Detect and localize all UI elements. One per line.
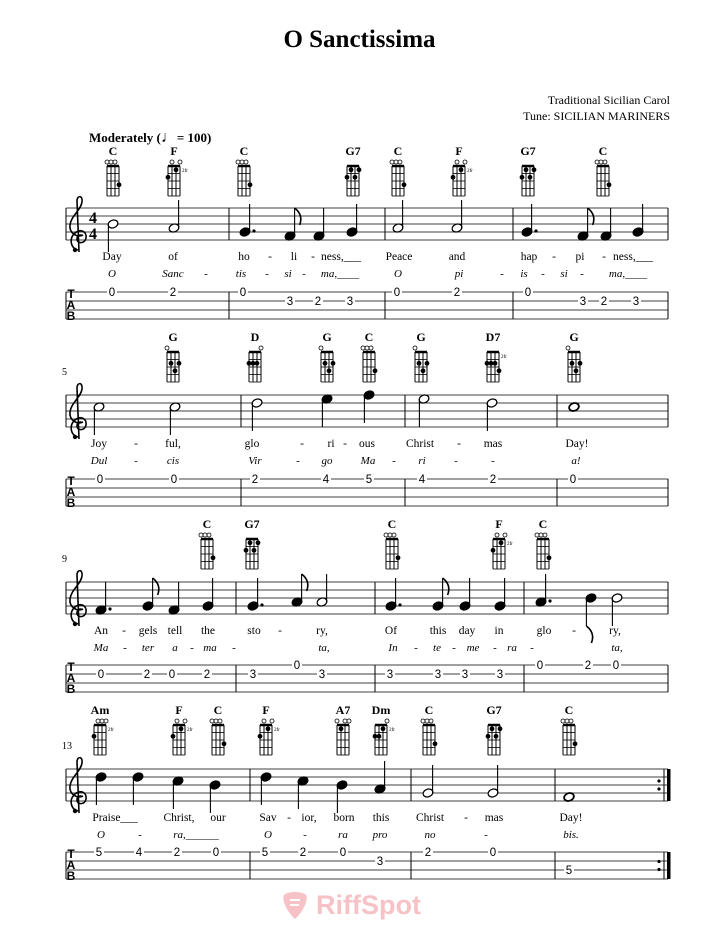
tab-fret-number: 2 bbox=[453, 287, 461, 299]
chord-diagram-c bbox=[236, 160, 252, 196]
chord-diagram-g bbox=[319, 346, 335, 382]
song-title: O Sanctissima bbox=[283, 26, 436, 53]
quarter-note bbox=[247, 578, 264, 611]
chord-diagram-g bbox=[413, 346, 429, 382]
tab-clef-letter: A bbox=[66, 671, 76, 685]
lyric-verse-2: si bbox=[284, 268, 292, 280]
chord-diagram-d7 bbox=[485, 352, 508, 382]
lyric-verse-2: O bbox=[264, 829, 272, 841]
chord-name: C bbox=[202, 517, 212, 531]
tab-clef-letter: B bbox=[66, 682, 76, 696]
quarter-note bbox=[494, 578, 506, 611]
quarter-note bbox=[132, 772, 144, 805]
tab-fret-number: 3 bbox=[632, 296, 640, 308]
tab-clef-letter: A bbox=[66, 298, 76, 312]
lyric-verse-2: ri bbox=[418, 455, 426, 467]
half-note bbox=[487, 765, 499, 798]
lyric-verse-1: - bbox=[278, 625, 282, 637]
tab-fret-number: 5 bbox=[261, 847, 269, 859]
tab-clef-letter: B bbox=[66, 309, 76, 323]
lyric-verse-2: - bbox=[296, 455, 300, 467]
tab-fret-number: 2 bbox=[299, 847, 307, 859]
lyric-verse-1: mas bbox=[484, 812, 504, 824]
lyric-verse-1: Christ, bbox=[163, 812, 195, 824]
chord-name: F bbox=[175, 703, 183, 717]
chord-diagram-c bbox=[535, 533, 551, 569]
chord-diagram-g bbox=[165, 346, 181, 382]
lyric-verse-1: Day bbox=[102, 251, 122, 263]
quarter-note bbox=[239, 204, 256, 237]
tab-fret-number: 2 bbox=[251, 474, 259, 486]
chord-name: D bbox=[250, 330, 260, 344]
quarter-note bbox=[346, 204, 358, 237]
lyric-verse-2: ma bbox=[203, 642, 217, 654]
lyric-verse-1: - bbox=[552, 251, 556, 263]
fret-marker: 2fr bbox=[187, 728, 193, 733]
lyric-verse-1: this bbox=[372, 812, 390, 824]
chord-name: G7 bbox=[520, 144, 536, 158]
lyric-verse-1: and bbox=[448, 251, 466, 263]
lyric-verse-1: - bbox=[311, 251, 315, 263]
lyric-verse-2: - bbox=[302, 268, 306, 280]
tab-fret-number: 2 bbox=[584, 660, 592, 672]
chord-diagram-c bbox=[421, 719, 437, 755]
chord-name: Am bbox=[90, 703, 110, 717]
chord-name: F bbox=[262, 703, 270, 717]
tab-fret-number: 3 bbox=[346, 296, 354, 308]
lyric-verse-2: a! bbox=[571, 455, 581, 467]
quarter-note bbox=[313, 208, 325, 241]
tab-fret-number: 3 bbox=[496, 669, 504, 681]
lyric-verse-1: ri bbox=[327, 438, 335, 450]
lyric-verse-2: - bbox=[580, 268, 584, 280]
lyric-verse-2: - bbox=[392, 455, 396, 467]
repeat-dot bbox=[657, 860, 660, 863]
lyric-verse-2: Ma bbox=[93, 642, 109, 654]
final-barline bbox=[667, 769, 671, 801]
lyric-verse-1: - bbox=[457, 438, 461, 450]
half-note bbox=[418, 394, 430, 427]
tab-fret-number: 3 bbox=[249, 669, 257, 681]
lyric-verse-2: Vir bbox=[248, 455, 262, 467]
tab-fret-number: 0 bbox=[96, 474, 104, 486]
eighth-note bbox=[284, 208, 301, 241]
tab-fret-number: 5 bbox=[365, 474, 373, 486]
time-signature-top: 4 bbox=[89, 210, 97, 227]
tab-clef-letter: T bbox=[67, 287, 75, 301]
lyric-verse-2: Sanc bbox=[162, 268, 184, 280]
treble-clef-icon bbox=[70, 197, 86, 253]
quarter-note bbox=[336, 780, 348, 813]
chord-diagram-c bbox=[210, 719, 226, 755]
chord-diagram-f bbox=[258, 719, 281, 755]
lyric-verse-2: is bbox=[520, 268, 528, 280]
lyric-verse-2: - bbox=[452, 642, 456, 654]
lyric-verse-1: - bbox=[572, 625, 576, 637]
chord-name: C bbox=[364, 330, 374, 344]
half-note bbox=[451, 200, 463, 233]
quarter-note bbox=[459, 578, 471, 611]
quarter-note bbox=[600, 208, 612, 241]
quarter-note bbox=[168, 582, 180, 615]
half-note bbox=[169, 402, 181, 435]
tab-clef-letter: B bbox=[66, 496, 76, 510]
tab-fret-number: 0 bbox=[489, 847, 497, 859]
measure-number: 13 bbox=[62, 741, 72, 752]
chord-name: F bbox=[170, 144, 178, 158]
composer-credit: Traditional Sicilian Carol bbox=[547, 93, 670, 107]
chord-name: D7 bbox=[485, 330, 501, 344]
tab-fret-number: 0 bbox=[339, 847, 347, 859]
chord-diagram-c bbox=[199, 533, 215, 569]
tab-fret-number: 3 bbox=[386, 669, 394, 681]
tab-fret-number: 5 bbox=[95, 847, 103, 859]
chord-diagram-g7 bbox=[345, 166, 362, 196]
lyric-verse-1: ior, bbox=[301, 812, 317, 824]
quarter-note bbox=[374, 761, 386, 794]
fret-marker: 2fr bbox=[182, 169, 188, 174]
measure-number: 9 bbox=[62, 554, 67, 565]
chord-diagram-c bbox=[595, 160, 611, 196]
chord-name: F bbox=[455, 144, 463, 158]
half-note bbox=[93, 402, 105, 435]
chord-diagram-f bbox=[171, 719, 194, 755]
lyric-verse-2: - bbox=[414, 642, 418, 654]
brand-name: RiffSpot bbox=[316, 889, 421, 920]
chord-name: A7 bbox=[335, 703, 351, 717]
tab-fret-number: 2 bbox=[143, 669, 151, 681]
lyric-verse-2: ma,____ bbox=[320, 268, 360, 280]
lyric-verse-1: ho bbox=[238, 251, 250, 263]
lyric-verse-1: ous bbox=[359, 438, 375, 450]
tab-fret-number: 2 bbox=[489, 474, 497, 486]
tab-fret-number: 0 bbox=[168, 669, 176, 681]
chord-name: C bbox=[239, 144, 249, 158]
chord-diagram-a7 bbox=[335, 719, 351, 755]
half-note bbox=[316, 574, 328, 607]
lyric-verse-2: - bbox=[530, 642, 534, 654]
chord-name: G bbox=[569, 330, 579, 344]
repeat-dot bbox=[657, 868, 660, 871]
fret-marker: 2fr bbox=[467, 169, 473, 174]
lyric-verse-2: me bbox=[466, 642, 480, 654]
chord-diagram-dm bbox=[373, 719, 396, 755]
tab-fret-number: 2 bbox=[314, 296, 322, 308]
chord-diagram-c bbox=[561, 719, 577, 755]
treble-clef-icon bbox=[70, 384, 86, 440]
tab-clef-letter: B bbox=[66, 869, 76, 883]
tab-fret-number: 4 bbox=[418, 474, 426, 486]
lyric-verse-1: tell bbox=[167, 625, 183, 637]
lyric-verse-1: - bbox=[343, 438, 347, 450]
fret-marker: 2fr bbox=[274, 728, 280, 733]
quarter-note bbox=[321, 394, 333, 427]
lyric-verse-1: hap bbox=[520, 251, 538, 263]
tab-fret-number: 0 bbox=[612, 660, 620, 672]
lyric-verse-1: - bbox=[287, 812, 291, 824]
half-note bbox=[486, 398, 498, 431]
quarter-note bbox=[172, 776, 184, 809]
chord-name: G bbox=[322, 330, 332, 344]
tab-fret-number: 0 bbox=[170, 474, 178, 486]
tab-clef-letter: A bbox=[66, 858, 76, 872]
tab-clef-letter: A bbox=[66, 485, 76, 499]
chord-name: G bbox=[416, 330, 426, 344]
lyric-verse-2: Dul bbox=[90, 455, 108, 467]
chord-name: C bbox=[424, 703, 434, 717]
lyric-verse-1: ness,___ bbox=[613, 251, 653, 263]
lyric-verse-1: glo bbox=[536, 625, 552, 637]
lyric-verse-2: - bbox=[232, 642, 236, 654]
tab-fret-number: 0 bbox=[293, 660, 301, 672]
chord-name: C bbox=[387, 517, 397, 531]
tab-fret-number: 2 bbox=[600, 296, 608, 308]
time-signature-bottom: 4 bbox=[89, 226, 97, 243]
tab-clef-letter: T bbox=[67, 660, 75, 674]
tab-fret-number: 3 bbox=[376, 856, 384, 868]
tab-clef-letter: T bbox=[67, 474, 75, 488]
lyric-verse-2: si bbox=[560, 268, 568, 280]
lyric-verse-1: sto bbox=[247, 625, 261, 637]
tab-fret-number: 0 bbox=[536, 660, 544, 672]
quarter-note bbox=[209, 780, 221, 813]
repeat-dot bbox=[657, 779, 660, 782]
lyric-verse-2: - bbox=[138, 829, 142, 841]
lyric-verse-2: O bbox=[394, 268, 402, 280]
lyric-verse-1: - bbox=[268, 251, 272, 263]
lyric-verse-2: - bbox=[134, 455, 138, 467]
half-note bbox=[107, 219, 119, 252]
lyric-verse-1: the bbox=[200, 625, 216, 637]
lyric-verse-1: gels bbox=[138, 625, 158, 637]
lyric-verse-2: pro bbox=[372, 829, 388, 841]
quarter-note bbox=[535, 574, 552, 607]
lyric-verse-2: ma,____ bbox=[608, 268, 648, 280]
lyric-verse-1: - bbox=[602, 251, 606, 263]
treble-clef-icon bbox=[70, 571, 86, 627]
tempo-value: = 100 bbox=[176, 130, 208, 145]
chord-name: C bbox=[393, 144, 403, 158]
half-note bbox=[392, 200, 404, 233]
lyric-verse-2: - bbox=[303, 829, 307, 841]
lyric-verse-1: li bbox=[290, 251, 298, 263]
quarter-note bbox=[297, 776, 309, 809]
lyric-verse-2: - bbox=[491, 455, 495, 467]
half-note bbox=[168, 200, 180, 233]
lyric-verse-1: Sav bbox=[259, 812, 277, 824]
tab-fret-number: 3 bbox=[318, 669, 326, 681]
lyric-verse-1: day bbox=[458, 625, 476, 637]
lyric-verse-1: - bbox=[300, 438, 304, 450]
chord-name: G bbox=[168, 330, 178, 344]
final-barline bbox=[667, 852, 671, 879]
lyric-verse-2: bis. bbox=[563, 829, 579, 841]
quarter-note bbox=[260, 772, 272, 805]
quarter-note bbox=[385, 578, 402, 611]
lyric-verse-2: Ma bbox=[360, 455, 376, 467]
lyric-verse-1: - bbox=[122, 625, 126, 637]
half-note bbox=[611, 593, 623, 626]
tab-fret-number: 0 bbox=[212, 847, 220, 859]
lyric-verse-2: ra bbox=[507, 642, 517, 654]
tab-fret-number: 4 bbox=[135, 847, 143, 859]
tab-fret-number: 0 bbox=[108, 287, 116, 299]
quarter-note bbox=[202, 578, 214, 611]
lyric-verse-2: - bbox=[454, 455, 458, 467]
tab-clef-letter: T bbox=[67, 847, 75, 861]
lyric-verse-1: ry, bbox=[316, 625, 328, 637]
lyric-verse-2: go bbox=[321, 455, 333, 467]
lyric-verse-2: O bbox=[108, 268, 116, 280]
tune-credit: Tune: SICILIAN MARINERS bbox=[523, 109, 670, 123]
chord-name: C bbox=[564, 703, 574, 717]
lyric-verse-2: ta, bbox=[318, 642, 330, 654]
lyric-verse-2: tis bbox=[235, 268, 247, 280]
quarter-note bbox=[363, 390, 375, 423]
lyric-verse-2: In bbox=[388, 642, 398, 654]
lyric-verse-1: Peace bbox=[385, 251, 413, 263]
lyric-verse-1: pi bbox=[575, 251, 585, 263]
chord-diagram-g7 bbox=[520, 166, 537, 196]
lyric-verse-1: born bbox=[333, 812, 355, 824]
lyric-verse-1: - bbox=[134, 438, 138, 450]
fret-marker: 2fr bbox=[507, 542, 513, 547]
lyric-verse-1: this bbox=[429, 625, 447, 637]
lyric-verse-2: no bbox=[424, 829, 436, 841]
lyric-verse-1: in bbox=[494, 625, 504, 637]
lyric-verse-2: ter bbox=[141, 642, 155, 654]
quarter-note bbox=[521, 204, 538, 237]
chord-diagram-f bbox=[491, 533, 514, 569]
riffspot-watermark bbox=[278, 888, 421, 922]
lyric-verse-2: cis bbox=[166, 455, 180, 467]
tempo-label: Moderately bbox=[89, 130, 154, 145]
half-note bbox=[422, 765, 434, 798]
chord-diagram-c bbox=[390, 160, 406, 196]
lyric-verse-2: - bbox=[484, 829, 488, 841]
chord-name: G7 bbox=[345, 144, 361, 158]
lyric-verse-2: - bbox=[204, 268, 208, 280]
fret-marker: 2fr bbox=[108, 728, 114, 733]
lyric-verse-1: our bbox=[210, 812, 226, 824]
tab-fret-number: 2 bbox=[173, 847, 181, 859]
tab-fret-number: 3 bbox=[434, 669, 442, 681]
treble-clef-icon bbox=[70, 758, 86, 814]
tab-fret-number: 0 bbox=[97, 669, 105, 681]
tab-fret-number: 3 bbox=[286, 296, 294, 308]
tab-fret-number: 2 bbox=[203, 669, 211, 681]
guitar-pick-logo-icon bbox=[278, 888, 312, 922]
lyric-verse-1: Joy bbox=[91, 438, 107, 450]
eighth-note bbox=[577, 208, 594, 241]
lyric-verse-2: - bbox=[190, 642, 194, 654]
lyric-verse-2: ra bbox=[338, 829, 348, 841]
eighth-note bbox=[585, 593, 597, 643]
quarter-note bbox=[95, 582, 112, 615]
tempo-marking: Moderately (♩= 100) bbox=[89, 129, 212, 146]
chord-diagram-d bbox=[247, 346, 263, 382]
tab-fret-number: 0 bbox=[393, 287, 401, 299]
chord-diagram-c bbox=[105, 160, 121, 196]
lyric-verse-1: - bbox=[464, 812, 468, 824]
tab-fret-number: 2 bbox=[424, 847, 432, 859]
tab-fret-number: 0 bbox=[524, 287, 532, 299]
measure-number: 5 bbox=[62, 367, 67, 378]
tab-fret-number: 5 bbox=[565, 865, 573, 877]
chord-diagram-g7 bbox=[244, 539, 261, 569]
chord-diagram-g7 bbox=[486, 725, 503, 755]
chord-name: C bbox=[108, 144, 118, 158]
tab-fret-number: 2 bbox=[169, 287, 177, 299]
chord-diagram-f bbox=[166, 160, 189, 196]
lyric-verse-2: ra,______ bbox=[173, 829, 219, 841]
chord-diagram-c bbox=[384, 533, 400, 569]
lyric-verse-1: Christ bbox=[405, 438, 435, 450]
lyric-verse-2: O bbox=[97, 829, 105, 841]
chord-name: C bbox=[538, 517, 548, 531]
chord-diagram-c bbox=[361, 346, 377, 382]
lyric-verse-2: ta, bbox=[611, 642, 623, 654]
quarter-note-icon: ♩ bbox=[160, 129, 177, 146]
chord-name: G7 bbox=[486, 703, 502, 717]
repeat-dot bbox=[657, 787, 660, 790]
lyric-verse-2: - bbox=[500, 268, 504, 280]
quarter-note bbox=[95, 772, 107, 805]
lyric-verse-1: of bbox=[168, 251, 178, 263]
lyric-verse-1: ful, bbox=[165, 438, 181, 450]
eighth-note bbox=[291, 574, 308, 607]
chord-diagram-am bbox=[92, 719, 115, 755]
lyric-verse-2: a bbox=[172, 642, 178, 654]
lyric-verse-1: Of bbox=[384, 625, 398, 637]
chord-name: G7 bbox=[244, 517, 260, 531]
chord-name: Dm bbox=[371, 703, 391, 717]
lyric-verse-1: An bbox=[93, 625, 109, 637]
chord-diagram-g bbox=[566, 346, 582, 382]
tab-fret-number: 0 bbox=[569, 474, 577, 486]
tab-fret-number: 4 bbox=[322, 474, 330, 486]
lyric-verse-1: ness,___ bbox=[321, 251, 361, 263]
tab-fret-number: 3 bbox=[461, 669, 469, 681]
lyric-verse-1: Day! bbox=[565, 438, 589, 450]
half-note bbox=[251, 398, 263, 431]
lyric-verse-2: te bbox=[433, 642, 441, 654]
lyric-verse-1: Day! bbox=[559, 812, 583, 824]
quarter-note bbox=[632, 204, 644, 237]
lyric-verse-2: - bbox=[265, 268, 269, 280]
chord-name: C bbox=[598, 144, 608, 158]
fret-marker: 2fr bbox=[389, 728, 395, 733]
lyric-verse-2: - bbox=[123, 642, 127, 654]
lyric-verse-2: pi bbox=[454, 268, 464, 280]
tab-fret-number: 0 bbox=[239, 287, 247, 299]
lyric-verse-1: Christ bbox=[415, 812, 445, 824]
lyric-verse-2: - bbox=[541, 268, 545, 280]
chord-name: C bbox=[213, 703, 223, 717]
lyric-verse-1: glo bbox=[244, 438, 260, 450]
tab-fret-number: 3 bbox=[579, 296, 587, 308]
lyric-verse-1: Praise___ bbox=[92, 812, 138, 824]
fret-marker: 2fr bbox=[501, 355, 507, 360]
chord-diagram-f bbox=[451, 160, 474, 196]
lyric-verse-1: ry, bbox=[609, 625, 621, 637]
lyric-verse-2: - bbox=[493, 642, 497, 654]
chord-name: F bbox=[495, 517, 503, 531]
lyric-verse-1: mas bbox=[483, 438, 503, 450]
